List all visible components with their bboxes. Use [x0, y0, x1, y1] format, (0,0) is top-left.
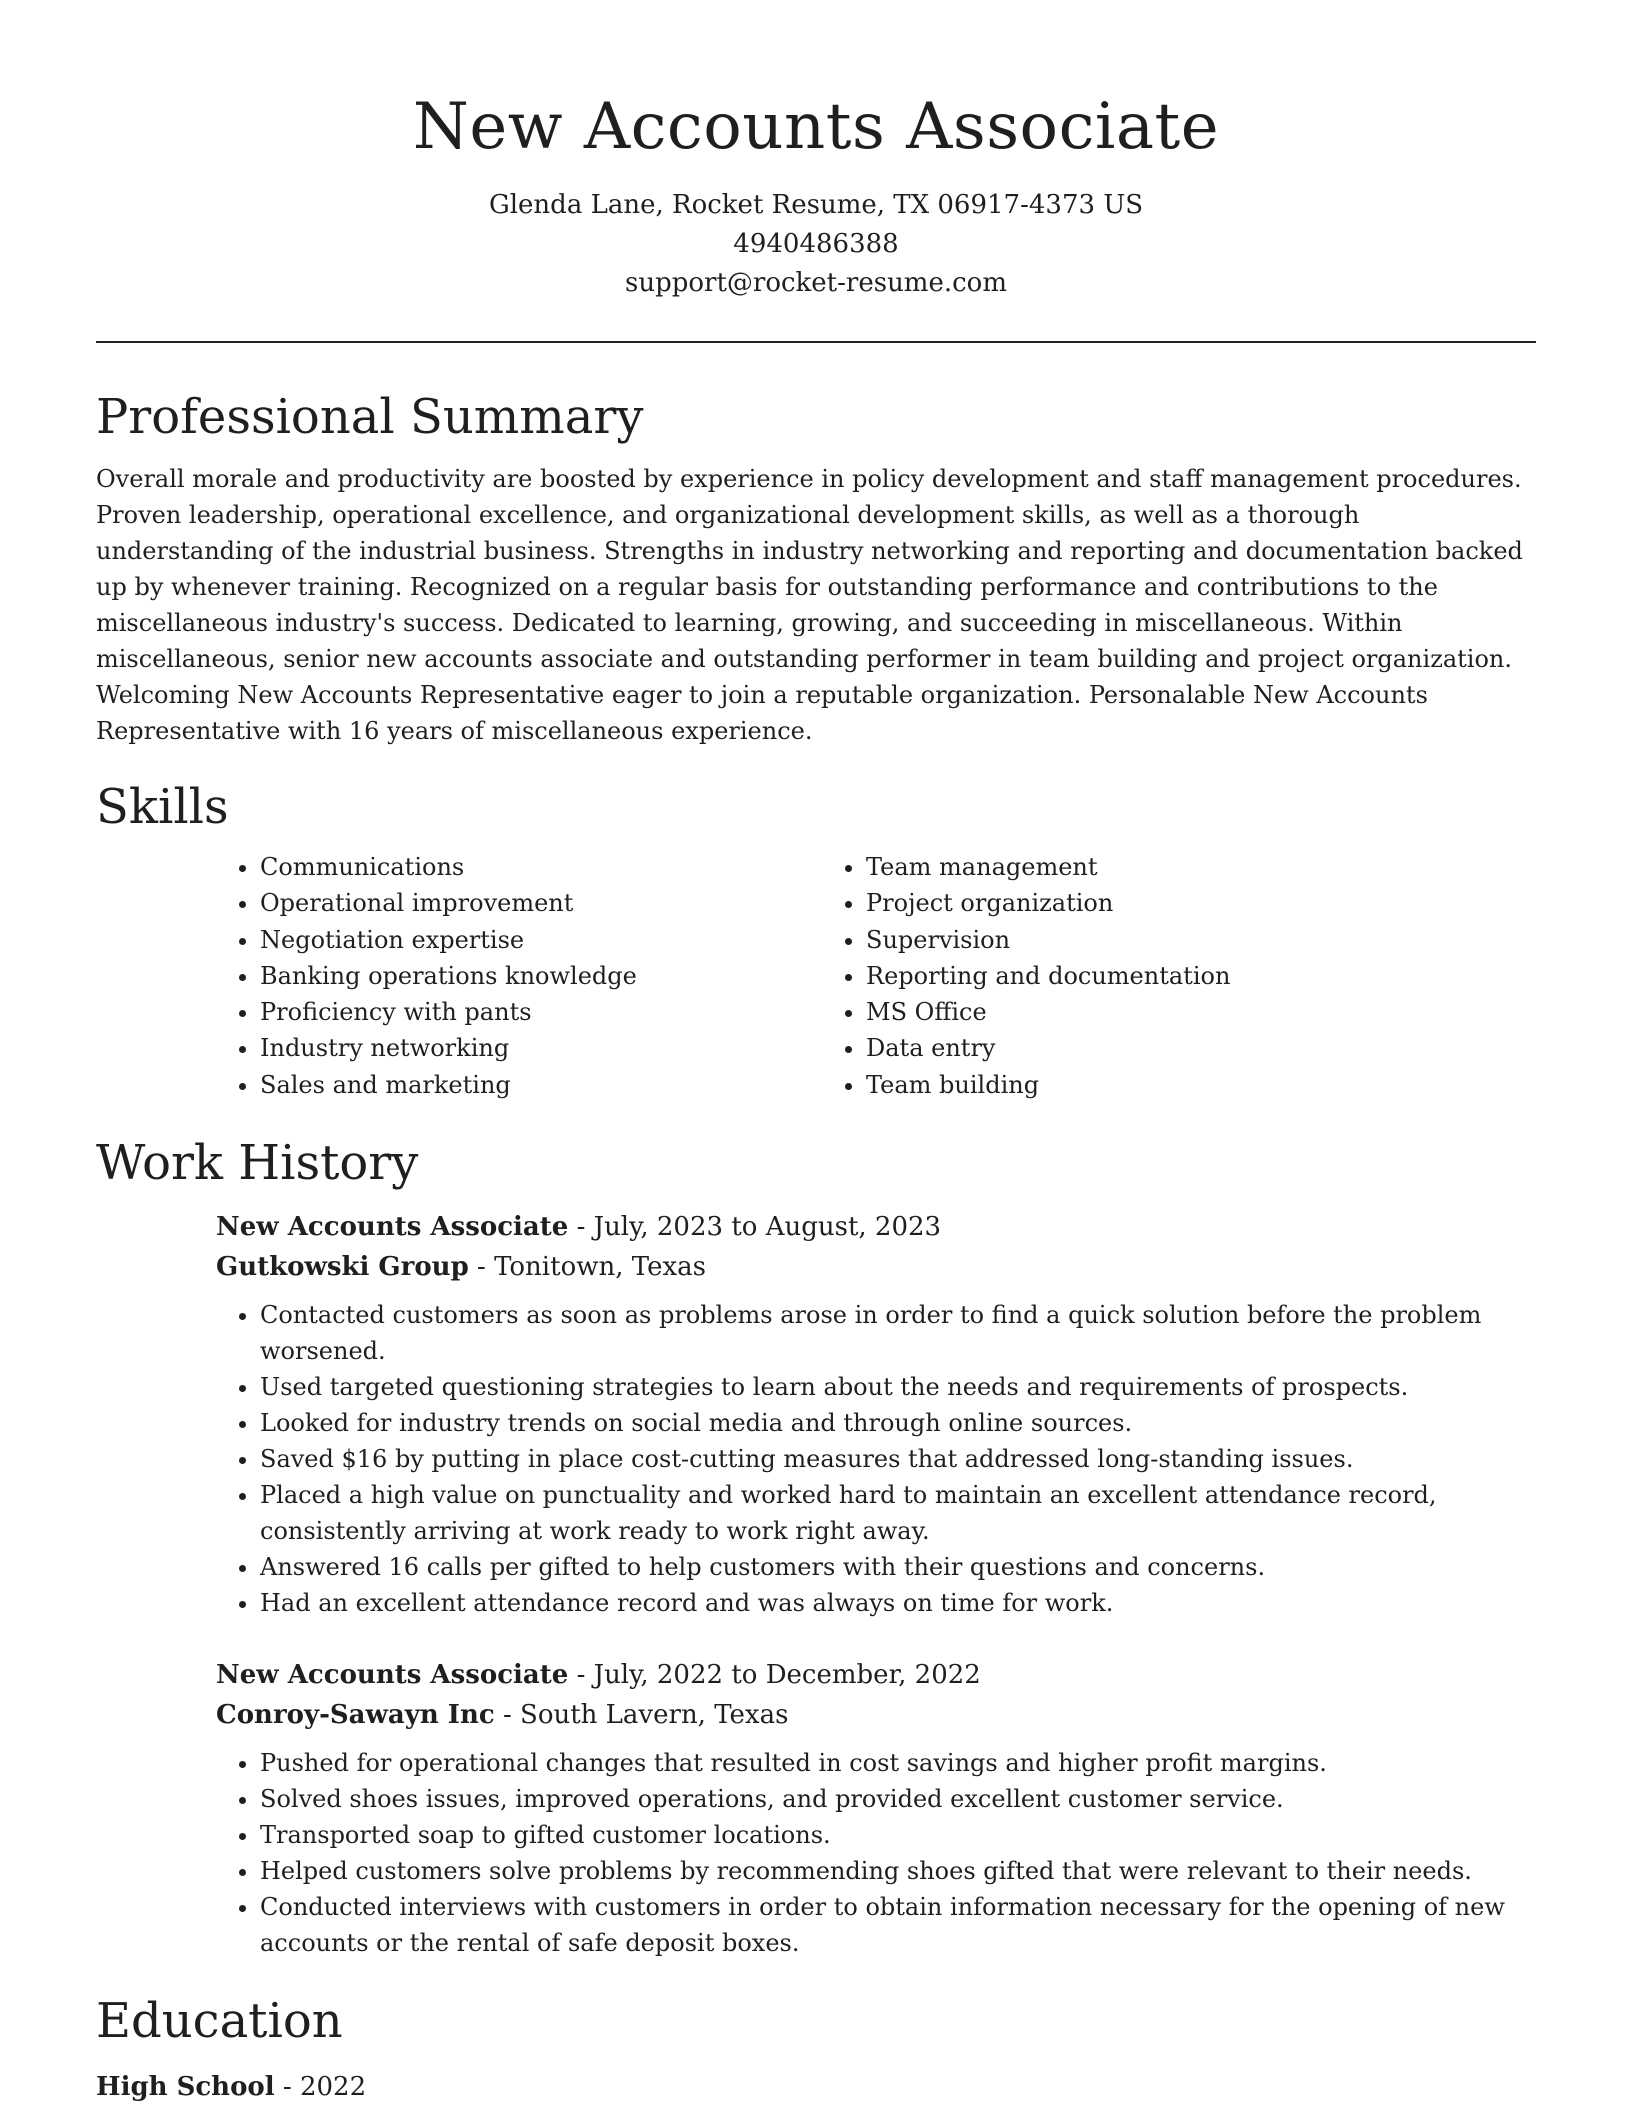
job-title-line	[216, 1207, 1514, 1247]
skill-item: • MS Office	[866, 994, 1466, 1030]
job-company: Gutkowski Group	[216, 1252, 469, 1283]
job-title-line	[216, 1655, 1514, 1695]
section-education	[96, 1989, 1536, 2107]
job-bullet: • Saved $16 by putting in place cost-cutting measures that addressed long-standing issues.	[260, 1441, 1514, 1477]
skills-list	[216, 849, 1514, 1103]
job-bullet: • Contacted customers as soon as problems arose in order to find a quick solution before the problem worsened.	[260, 1297, 1514, 1369]
job-bullet: • Solved shoes issues, improved operations, and provided excellent customer service.	[260, 1781, 1514, 1817]
job-bullets	[216, 1745, 1514, 1961]
job-company-line	[216, 1247, 1514, 1287]
skill-item: • Communications	[260, 849, 822, 885]
skill-item: • Banking operations knowledge	[260, 958, 822, 994]
job-bullet: • Helped customers solve problems by recommending shoes gifted that were relevant to their needs.	[260, 1853, 1514, 1889]
job-bullet: • Answered 16 calls per gifted to help customers with their questions and concerns.	[260, 1549, 1514, 1585]
job-entry	[216, 1655, 1514, 1961]
job-role: New Accounts Associate	[216, 1212, 569, 1243]
job-entry	[216, 1207, 1514, 1621]
resume-page	[96, 0, 1536, 2107]
skills-column-left	[216, 849, 822, 1103]
resume-header	[96, 0, 1536, 303]
job-bullet: • Looked for industry trends on social media and through online sources.	[260, 1405, 1514, 1441]
skill-item: • Operational improvement	[260, 885, 822, 921]
skill-item: • Sales and marketing	[260, 1067, 822, 1103]
job-bullets	[216, 1297, 1514, 1621]
skill-item: • Team building	[866, 1067, 1466, 1103]
job-dates: - July, 2023 to August, 2023	[568, 1212, 942, 1243]
resume-title: New Accounts Associate	[412, 90, 1220, 164]
job-bullet: • Placed a high value on punctuality and worked hard to maintain an excellent attendance record, consistently arriving at work ready to work right away.	[260, 1477, 1514, 1549]
education-entry	[96, 2067, 1536, 2107]
section-heading-education: Education	[96, 1993, 343, 2050]
section-work-history	[96, 1131, 1536, 1961]
job-bullet: • Used targeted questioning strategies to learn about the needs and requirements of prospects.	[260, 1369, 1514, 1405]
contact-address: Glenda Lane, Rocket Resume, TX 06917-4373 US	[488, 190, 1144, 220]
job-bullet: • Transported soap to gifted customer locations.	[260, 1817, 1514, 1853]
education-year: - 2022	[274, 2072, 367, 2103]
skills-column-right	[822, 849, 1466, 1103]
job-role: New Accounts Associate	[216, 1660, 569, 1691]
job-location: - South Lavern, Texas	[494, 1700, 789, 1731]
contact-email: support@rocket-resume.com	[624, 268, 1007, 298]
section-heading-summary: Professional Summary	[96, 389, 644, 445]
skill-item: • Reporting and documentation	[866, 958, 1466, 994]
skill-item: • Negotiation expertise	[260, 922, 822, 958]
job-dates: - July, 2022 to December, 2022	[568, 1660, 981, 1691]
skill-item: • Project organization	[866, 885, 1466, 921]
contact-block	[96, 186, 1536, 303]
skill-item: • Industry networking	[260, 1030, 822, 1066]
section-skills	[96, 775, 1536, 1103]
summary-text: Overall morale and productivity are boosted by experience in policy development and staff management procedures. Proven leadership, operational excellence, and organizational development skills, as well as a thorough understanding of the industrial business. Strengths in industry networking and reporting and documentation backed up by whenever training. Recognized on a regular basis for outstanding performance and contributions to the miscellaneous industry's success. Dedicated to learning, growing, and succeeding in miscellaneous. Within miscellaneous, senior new accounts associate and outstanding performer in team building and project organization. Welcoming New Accounts Representative eager to join a reputable organization. Personalable New Accounts Representative with 16 years of miscellaneous experience.	[96, 465, 1523, 745]
skill-item: • Proficiency with pants	[260, 994, 822, 1030]
job-bullet: • Pushed for operational changes that resulted in cost savings and higher profit margins.	[260, 1745, 1514, 1781]
section-heading-work: Work History	[96, 1135, 419, 1192]
job-bullet: • Had an excellent attendance record and was always on time for work.	[260, 1585, 1514, 1621]
section-heading-skills: Skills	[96, 779, 229, 835]
skill-item: • Data entry	[866, 1030, 1466, 1066]
section-professional-summary	[96, 385, 1536, 749]
skill-item: • Team management	[866, 849, 1466, 885]
skill-item: • Supervision	[866, 922, 1466, 958]
education-degree: High School	[96, 2072, 275, 2103]
contact-phone: 4940486388	[733, 229, 899, 259]
job-location: - Tonitown, Texas	[468, 1252, 706, 1283]
header-divider	[96, 341, 1536, 343]
job-bullet: • Conducted interviews with customers in order to obtain information necessary for the opening of new accounts or the rental of safe deposit boxes.	[260, 1889, 1514, 1961]
job-company: Conroy-Sawayn Inc	[216, 1700, 495, 1731]
job-company-line	[216, 1695, 1514, 1735]
